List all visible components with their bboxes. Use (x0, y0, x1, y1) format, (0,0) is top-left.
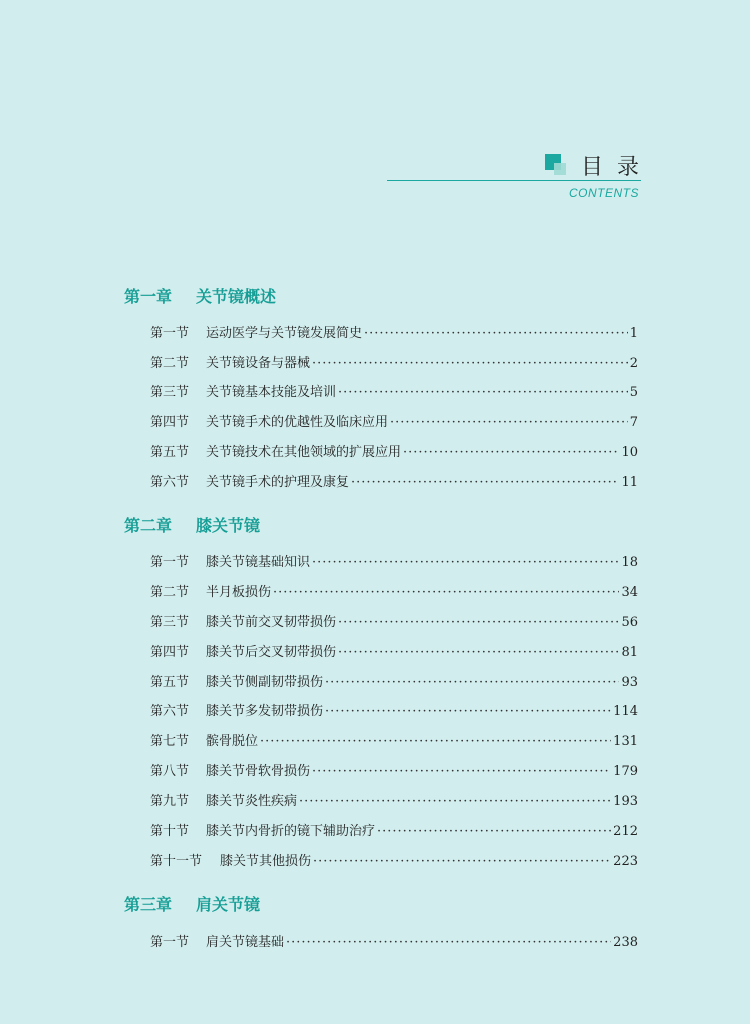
section-title: 关节镜基本技能及培训 (206, 385, 337, 400)
section-number: 第二节 (150, 356, 190, 371)
section-title: 肩关节镜基础 (206, 935, 285, 950)
dot-leader (260, 734, 611, 749)
dot-leader (338, 645, 619, 660)
toc-logo-icon (545, 154, 567, 176)
page-number: 93 (621, 675, 638, 690)
dot-leader (338, 385, 628, 400)
dot-leader (390, 415, 628, 430)
section-title: 运动医学与关节镜发展简史 (206, 326, 363, 341)
chapter-title: 膝关节镜 (196, 516, 261, 535)
section-number: 第六节 (150, 704, 190, 719)
toc-entry[interactable] (150, 441, 638, 461)
toc-entry[interactable] (150, 790, 638, 810)
dot-leader (312, 356, 628, 371)
section-number: 第十节 (150, 824, 190, 839)
dot-leader (364, 326, 628, 341)
toc-entry[interactable] (150, 322, 638, 342)
page-number: 193 (613, 794, 638, 809)
toc-entry[interactable] (150, 931, 638, 951)
toc-entry[interactable] (150, 671, 638, 691)
section-number: 第一节 (150, 935, 190, 950)
section-title: 膝关节其他损伤 (220, 854, 312, 869)
chapter-heading-2[interactable] (124, 513, 260, 536)
dot-leader (338, 615, 619, 630)
section-number: 第三节 (150, 385, 190, 400)
dot-leader (313, 854, 611, 869)
section-title: 关节镜手术的护理及康复 (206, 475, 350, 490)
dot-leader (325, 675, 619, 690)
toc-entry[interactable] (150, 760, 638, 780)
toc-entry[interactable] (150, 850, 638, 870)
chapter-title: 肩关节镜 (196, 895, 261, 914)
chapter-number: 第二章 (124, 516, 173, 535)
dot-leader (325, 704, 611, 719)
section-number: 第五节 (150, 675, 190, 690)
section-title: 关节镜手术的优越性及临床应用 (206, 415, 389, 430)
toc-entry[interactable] (150, 700, 638, 720)
page-number: 34 (621, 585, 638, 600)
page-number: 1 (629, 326, 638, 341)
section-title: 膝关节后交叉韧带损伤 (206, 645, 337, 660)
page-number: 18 (621, 555, 638, 570)
section-title: 膝关节骨软骨损伤 (206, 764, 311, 779)
section-number: 第一节 (150, 555, 190, 570)
toc-entry[interactable] (150, 641, 638, 661)
toc-entry[interactable] (150, 730, 638, 750)
page-number: 238 (613, 935, 638, 950)
page-number: 2 (629, 356, 638, 371)
toc-entry[interactable] (150, 611, 638, 631)
chapter-number: 第一章 (124, 287, 173, 306)
toc-subtitle: CONTENTS (569, 186, 639, 200)
page-number: 56 (621, 615, 638, 630)
section-number: 第五节 (150, 445, 190, 460)
header-rule (387, 180, 641, 181)
dot-leader (299, 794, 611, 809)
section-title: 膝关节前交叉韧带损伤 (206, 615, 337, 630)
section-number: 第一节 (150, 326, 190, 341)
page-number: 179 (613, 764, 638, 779)
section-number: 第四节 (150, 415, 190, 430)
section-number: 第六节 (150, 475, 190, 490)
toc-entry[interactable] (150, 411, 638, 431)
section-title: 膝关节侧副韧带损伤 (206, 675, 324, 690)
toc-entry[interactable] (150, 381, 638, 401)
toc-header (387, 150, 653, 200)
section-number: 第七节 (150, 734, 190, 749)
section-title: 膝关节内骨折的镜下辅助治疗 (206, 824, 376, 839)
dot-leader (273, 585, 619, 600)
page-number: 11 (621, 475, 638, 490)
dot-leader (351, 475, 619, 490)
page-number: 10 (621, 445, 638, 460)
dot-leader (312, 764, 611, 779)
section-title: 半月板损伤 (206, 585, 272, 600)
page-number: 212 (613, 824, 638, 839)
section-title: 关节镜技术在其他领域的扩展应用 (206, 445, 402, 460)
section-number: 第九节 (150, 794, 190, 809)
page-number: 7 (629, 415, 638, 430)
dot-leader (403, 445, 619, 460)
toc-entry[interactable] (150, 551, 638, 571)
chapter-title: 关节镜概述 (196, 287, 277, 306)
section-number: 第二节 (150, 585, 190, 600)
page-number: 131 (613, 734, 638, 749)
section-number: 第八节 (150, 764, 190, 779)
section-number: 第十一节 (150, 854, 203, 869)
chapter-number: 第三章 (124, 895, 173, 914)
section-title: 膝关节炎性疾病 (206, 794, 298, 809)
section-title: 关节镜设备与器械 (206, 356, 311, 371)
chapter-heading-3[interactable] (124, 892, 260, 915)
page-number: 81 (621, 645, 638, 660)
page-number: 114 (613, 704, 638, 719)
dot-leader (286, 935, 611, 950)
chapter-heading-1[interactable] (124, 284, 276, 307)
toc-entry[interactable] (150, 820, 638, 840)
dot-leader (377, 824, 611, 839)
section-title: 膝关节镜基础知识 (206, 555, 311, 570)
page-number: 5 (629, 385, 638, 400)
page-number: 223 (613, 854, 638, 869)
toc-entry[interactable] (150, 352, 638, 372)
section-number: 第三节 (150, 615, 190, 630)
toc-title: 目录 (580, 155, 653, 180)
section-title: 膝关节多发韧带损伤 (206, 704, 324, 719)
section-number: 第四节 (150, 645, 190, 660)
section-title: 髌骨脱位 (206, 734, 259, 749)
dot-leader (312, 555, 619, 570)
toc-entry[interactable] (150, 581, 638, 601)
toc-entry[interactable] (150, 471, 638, 491)
